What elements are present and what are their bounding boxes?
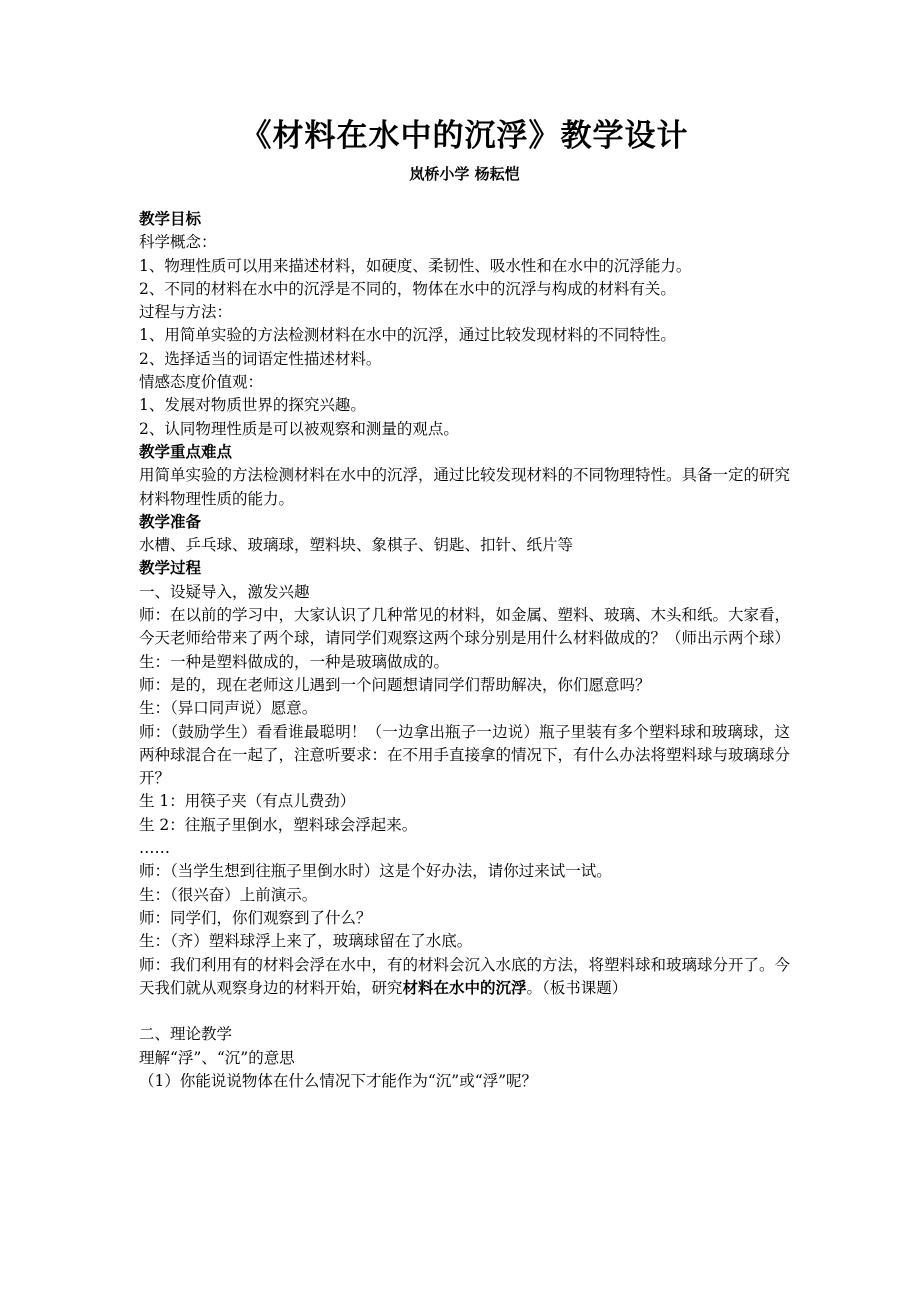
dialogue-line: 生：（齐）塑料球浮上来了，玻璃球留在了水底。 bbox=[139, 932, 473, 951]
blank-line bbox=[139, 1000, 790, 1023]
question-1: （1）你能说说物体在什么情况下才能作为“沉”或“浮”呢？ bbox=[139, 1071, 538, 1090]
dialogue-line: 师：在以前的学习中，大家认识了几种常见的材料，如金属、塑料、玻璃、木头和纸。大家看，今天老师给带来了两个球，请同学们观察这两个球分别是用什么材料做成的？（师出示两个球） bbox=[139, 606, 791, 648]
process-section-1: 一、设疑导入，激发兴趣 bbox=[139, 582, 310, 601]
preparation-text: 水槽、乒乓球、玻璃球，塑料块、象棋子、钥匙、扣针、纸片等 bbox=[139, 536, 574, 555]
concept-item-2: 2、不同的材料在水中的沉浮是不同的，物体在水中的沉浮与构成的材料有关。 bbox=[139, 279, 676, 298]
attitude-item-2: 2、认同物理性质是可以被观察和测量的观点。 bbox=[139, 419, 459, 438]
dialogue-line: 师：（当学生想到往瓶子里倒水时）这是个好办法，请你过来试一试。 bbox=[139, 862, 612, 881]
dialogue-line: 师：同学们，你们观察到了什么？ bbox=[139, 908, 372, 927]
dialogue-line: 生：（异口同声说）愿意。 bbox=[139, 699, 318, 718]
section-heading-process: 教学过程 bbox=[139, 559, 202, 578]
key-points-text: 用简单实验的方法检测材料在水中的沉浮，通过比较发现材料的不同物理特性。具备一定的研究材料物理性质的能力。 bbox=[139, 466, 791, 508]
document-body bbox=[139, 208, 790, 1093]
dialogue-line: 生 1：用筷子夹（有点儿费劲） bbox=[139, 792, 356, 811]
process-section-2: 二、理论教学 bbox=[139, 1025, 233, 1044]
method-item-1: 1、用简单实验的方法检测材料在水中的沉浮，通过比较发现材料的不同特性。 bbox=[139, 326, 676, 345]
method-item-2: 2、选择适当的词语定性描述材料。 bbox=[139, 349, 382, 368]
document-author: 岚桥小学 杨耘恺 bbox=[409, 165, 520, 183]
dialogue-line-topic bbox=[139, 954, 790, 1001]
dialogue-line: 师：（鼓励学生）看看谁最聪明！（一边拿出瓶子一边说）瓶子里装有多个塑料球和玻璃球，这两种球混合在一起了，注意听要求：在不用手直接拿的情况下，有什么办法将塑料球与玻璃球分开？ bbox=[139, 722, 791, 788]
concept-item-1: 1、物理性质可以用来描述材料，如硬度、柔韧性、吸水性和在水中的沉浮能力。 bbox=[139, 256, 692, 275]
document-title: 《材料在水中的沉浮》教学设计 bbox=[240, 118, 689, 154]
dialogue-line: 生：一种是塑料做成的，一种是玻璃做成的。 bbox=[139, 652, 450, 671]
dialogue-line: 生：（很兴奋）上前演示。 bbox=[139, 885, 318, 904]
section-heading-key-points: 教学重点难点 bbox=[139, 442, 233, 461]
topic-board-note: 。（板书课题） bbox=[526, 978, 628, 997]
concept-label: 科学概念： bbox=[139, 233, 217, 252]
topic-intro-text: 师：我们利用有的材料会浮在水中，有的材料会沉入水底的方法，将塑料球和玻璃球分开了。今天我们就从观察身边的材料开始，研究 bbox=[139, 955, 791, 997]
process-subsection: 理解“浮”、“沉”的意思 bbox=[139, 1048, 295, 1067]
section-heading-preparation: 教学准备 bbox=[139, 512, 202, 531]
dialogue-line: 师：是的，现在老师这儿遇到一个问题想请同学们帮助解决，你们愿意吗？ bbox=[139, 675, 651, 694]
attitude-label: 情感态度价值观： bbox=[139, 373, 264, 392]
attitude-item-1: 1、发展对物质世界的探究兴趣。 bbox=[139, 396, 366, 415]
topic-bold-text: 材料在水中的沉浮 bbox=[402, 978, 527, 997]
ellipsis-line: …… bbox=[139, 839, 170, 858]
method-label: 过程与方法： bbox=[139, 303, 233, 322]
dialogue-line: 生 2：往瓶子里倒水，塑料球会浮起来。 bbox=[139, 815, 418, 834]
section-heading-goals: 教学目标 bbox=[139, 210, 202, 228]
